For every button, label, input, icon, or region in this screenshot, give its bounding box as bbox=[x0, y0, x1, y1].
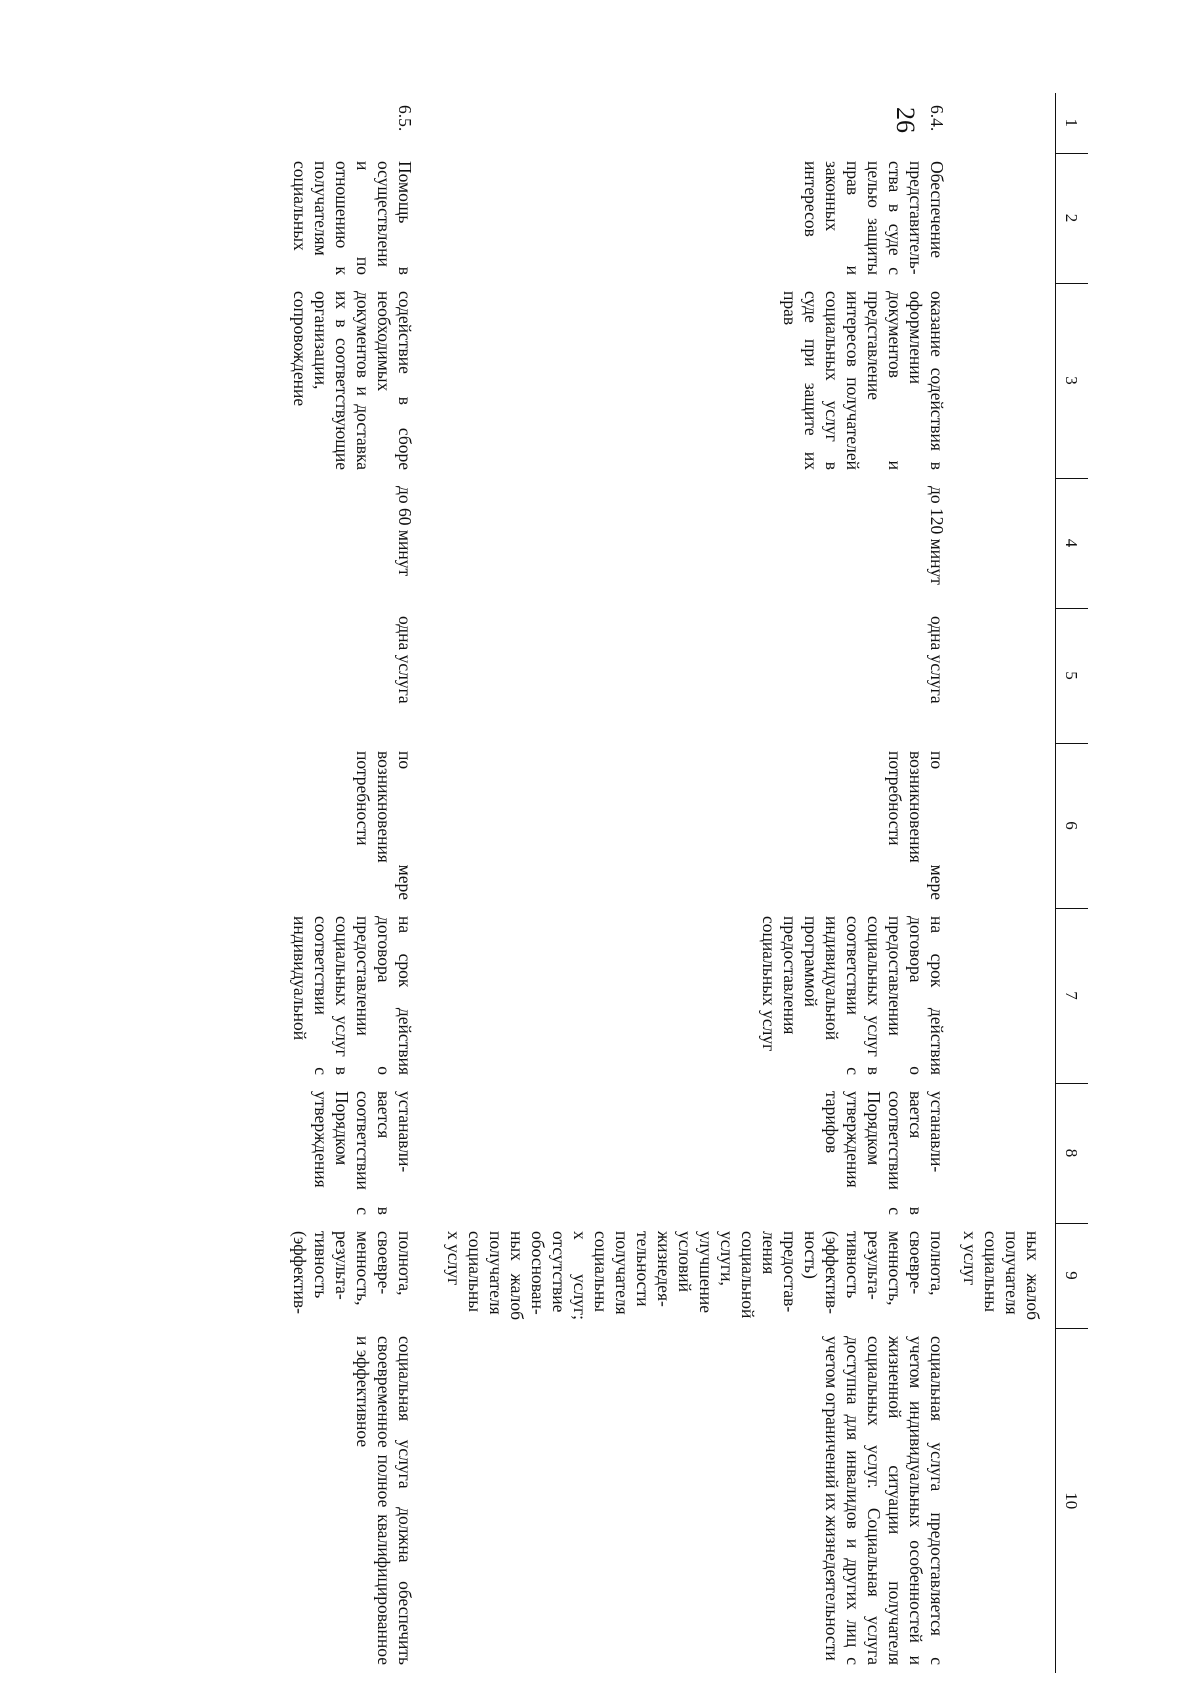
service-unit: одна услуга bbox=[927, 616, 947, 704]
continuation-indicators-cell: ных жалоб получателя социальных услуг bbox=[960, 1231, 1043, 1320]
service-period: на срок действия договора о предоставлении социальных услуг в соответствии с индивидуальной программой предоставления социальных услуг bbox=[759, 916, 947, 1075]
rotated-table-wrapper bbox=[218, 93, 1088, 1673]
column-header-5: 5 bbox=[1056, 608, 1089, 743]
service-frequency: по мере возникновения потребности bbox=[353, 751, 415, 900]
service-conditions: социальная услуга должна обеспечить своевременное полное квалифицированное и эффективное bbox=[353, 1336, 415, 1665]
table-row bbox=[427, 93, 959, 1673]
row-number: 6.5. bbox=[395, 105, 415, 132]
service-tariff: устанавли-вается в соответствии с Порядком утверждения bbox=[311, 1091, 415, 1215]
column-header-6: 6 bbox=[1056, 743, 1089, 908]
service-frequency: по мере возникновения потребности bbox=[885, 751, 947, 900]
column-header-4: 4 bbox=[1056, 478, 1089, 608]
service-name: Помощь в осуществлении по отношению к получателям социальных bbox=[290, 161, 415, 275]
column-header-7: 7 bbox=[1056, 908, 1089, 1083]
header-row bbox=[1056, 93, 1089, 1673]
service-time: до 120 минут bbox=[927, 486, 947, 585]
service-indicators: полнота, своевре-менность, результа-тивность (эффектив-ность) предостав-ления социальной услуги, улучшение условий жизнедея-тельности получателя социальных услуг; отсутствие обоснован-ных жалоб получателя социальных услуг bbox=[444, 1231, 947, 1320]
service-conditions: социальная услуга предоставляется с учетом индивидуальных особенностей и жизненной ситуации получателя социальных услуг. Социальная услуга доступна для инвалидов и других лиц с учетом ограничений их жизнедеятельности bbox=[822, 1336, 947, 1665]
column-header-9: 9 bbox=[1056, 1223, 1089, 1328]
service-description: оказание содействия в оформлении документов и представление интересов получателей социальных услуг в суде при защите их прав bbox=[780, 291, 947, 470]
service-description: содействие в сборе необходимых документов и доставка их в соответствующие организации, сопровождение bbox=[290, 291, 415, 470]
column-header-2: 2 bbox=[1056, 153, 1089, 283]
service-period: на срок действия договора о предоставлении социальных услуг в соответствии с индивидуальной bbox=[290, 916, 415, 1075]
page-number: 26 bbox=[891, 107, 920, 133]
service-name: Обеспечение представитель-ства в суде с целью защиты прав и законных интересов bbox=[801, 161, 947, 275]
service-indicators: полнота, своевре-менность, результа-тивность (эффектив- bbox=[290, 1231, 415, 1314]
column-header-3: 3 bbox=[1056, 283, 1089, 478]
row-number: 6.4. bbox=[927, 105, 947, 132]
column-header-1: 1 bbox=[1056, 93, 1089, 153]
column-header-8: 8 bbox=[1056, 1083, 1089, 1223]
services-table bbox=[185, 93, 1088, 1673]
continuation-row bbox=[959, 93, 1056, 1673]
column-header-10: 10 bbox=[1056, 1328, 1089, 1673]
service-time: до 60 минут bbox=[395, 486, 415, 577]
service-unit: одна услуга bbox=[395, 616, 415, 704]
service-tariff: устанавли-вается в соответствии с Порядком утверждения тарифов bbox=[822, 1091, 947, 1215]
table-row bbox=[185, 93, 427, 1673]
